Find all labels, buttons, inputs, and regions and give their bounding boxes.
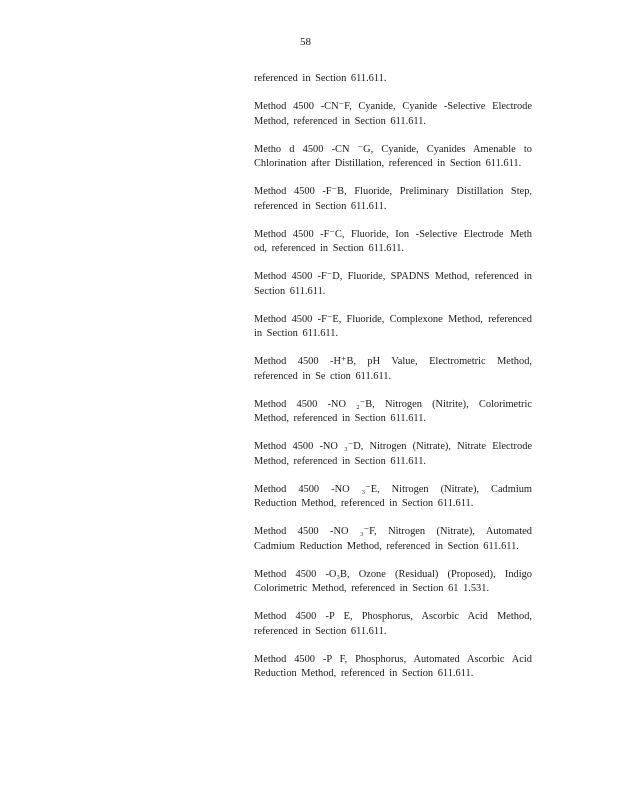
paragraph: Method 4500 -NO ₃⁻F, Nitrogen (Nitrate), Automated Cadmium Reduction Method, referenced in Section 611.611. <box>254 526 532 552</box>
paragraph: Method 4500 -F⁻E, Fluoride, Complexone Method, referenced in Section 611.611. <box>254 313 532 339</box>
paragraph: Method 4500 -O₃B, Ozone (Residual) (Proposed), Indigo Colorimetric Method, referenced in Section 61 1.531. <box>254 568 532 594</box>
paragraph: Method 4500 -F⁻B, Fluoride, Preliminary Distillation Step, referenced in Section 611.611. <box>254 186 532 212</box>
paragraph: Method 4500 -NO ₂⁻B, Nitrogen (Nitrite), Colorimetric Method, referenced in Section 611.611. <box>254 398 532 424</box>
paragraph: Method 4500 -P E, Phosphorus, Ascorbic Acid Method, referenced in Section 611.611. <box>254 611 532 637</box>
document-body <box>254 72 532 695</box>
paragraph: Metho d 4500 -CN ⁻G, Cyanide, Cyanides Amenable to Chlorination after Distillation, referenced in Section 611.611. <box>254 143 532 169</box>
paragraph: Method 4500 -F⁻D, Fluoride, SPADNS Method, referenced in Section 611.611. <box>254 271 532 297</box>
paragraph: referenced in Section 611.611. <box>254 73 387 84</box>
paragraph: Method 4500 -CN⁻F, Cyanide, Cyanide -Selective Electrode Method, referenced in Section 611.611. <box>254 101 532 127</box>
paragraph: Method 4500 -NO ₃⁻E, Nitrogen (Nitrate), Cadmium Reduction Method, referenced in Section 611.611. <box>254 483 532 509</box>
paragraph: Method 4500 -P F, Phosphorus, Automated Ascorbic Acid Reduction Method, referenced in Section 611.611. <box>254 653 532 679</box>
paragraph: Method 4500 -F⁻C, Fluoride, Ion -Selective Electrode Meth od, referenced in Section 611.611. <box>254 228 532 254</box>
paragraph: Method 4500 -H⁺B, pH Value, Electrometric Method, referenced in Se ction 611.611. <box>254 356 532 382</box>
page-number: 58 <box>300 36 311 48</box>
paragraph: Method 4500 -NO ₃⁻D, Nitrogen (Nitrate), Nitrate Electrode Method, referenced in Section 611.611. <box>254 441 532 467</box>
